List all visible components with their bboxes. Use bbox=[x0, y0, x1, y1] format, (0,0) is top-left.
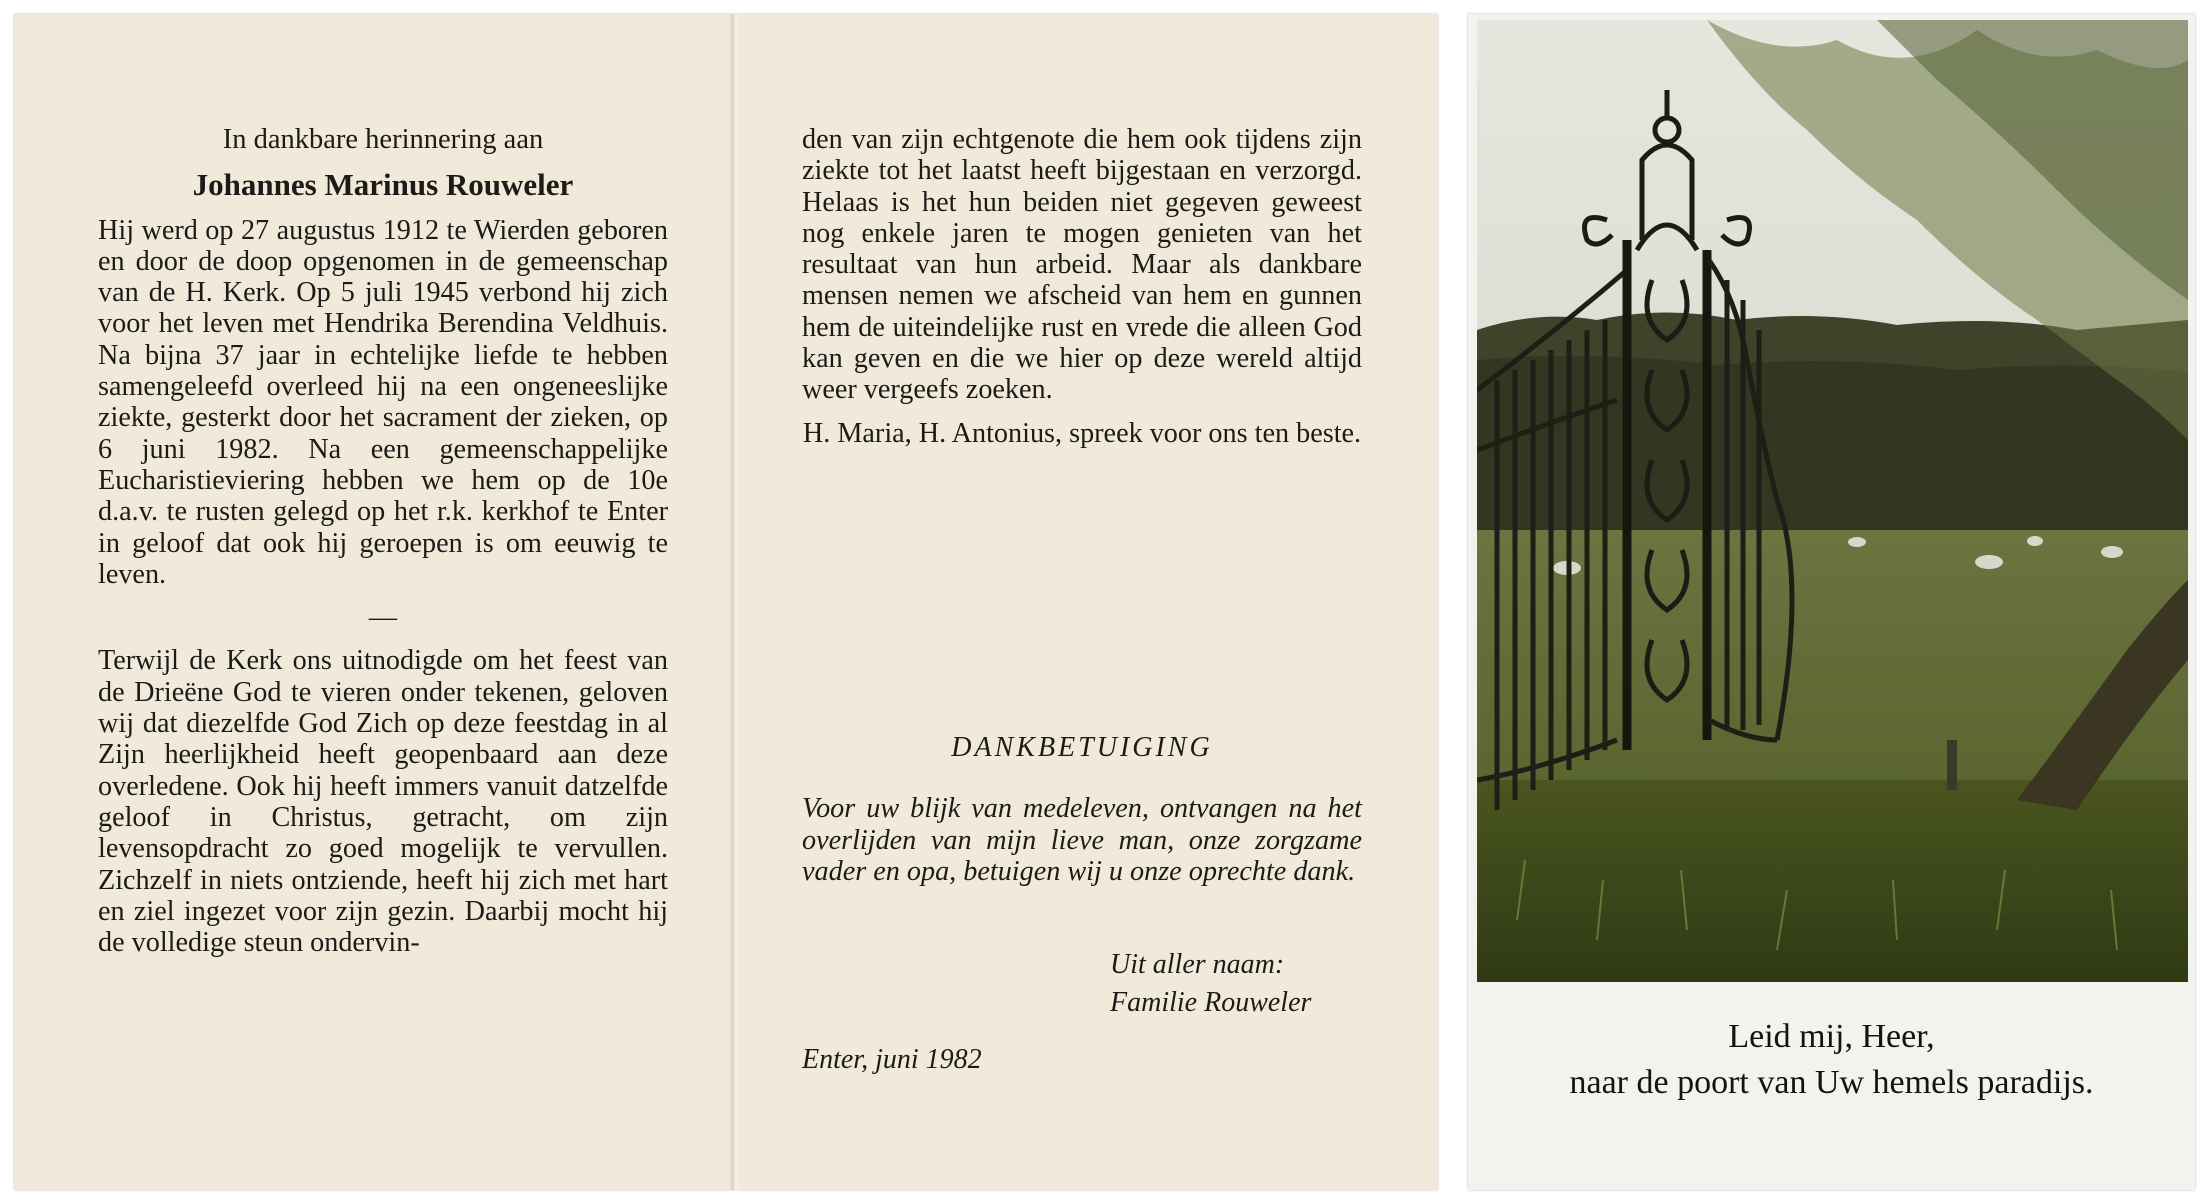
photo-card bbox=[1468, 14, 2195, 1190]
deceased-name: Johannes Marinus Rouweler bbox=[192, 167, 574, 203]
thanks-section bbox=[802, 732, 1362, 887]
photo-caption bbox=[1468, 1014, 2195, 1106]
middle-column bbox=[802, 124, 1362, 449]
caption-line-1: Leid mij, Heer, bbox=[1728, 1018, 1935, 1055]
sheep bbox=[1848, 537, 1866, 547]
treeline-dark bbox=[1477, 356, 2188, 540]
sheep bbox=[2027, 536, 2043, 546]
sheep bbox=[2101, 546, 2123, 558]
continuation-paragraph: den van zijn echtgenote die hem ook tijdens zijn ziekte tot het laatst heeft bijgestaan en verzorgd. Helaas is het hun beiden niet gegeven geweest nog enkele jaren te mogen genieten van het resultaat van hun arbeid. Maar als dankbare mensen nemen we afscheid van hem en gunnen hem de uiteindelijke rust en vrede die alleen God kan geven en die we hier op deze wereld altijd weer vergeefs zoeken. bbox=[802, 124, 1362, 406]
middle-page bbox=[740, 14, 1438, 1190]
left-column bbox=[98, 124, 668, 958]
card-fold bbox=[728, 14, 740, 1190]
left-page bbox=[14, 14, 728, 1190]
biography-paragraph: Hij werd op 27 augustus 1912 te Wierden geboren en door de doop opgenomen in de gemeenschap van de H. Kerk. Op 5 juli 1945 verbond hij zich voor het leven met Hendrika Berendina Veldhuis. Na bijna 37 jaar in echtelijke liefde te hebben samengeleefd overleed hij na een ongeneeslijke ziekte, gesterkt door het sacrament der zieken, op 6 juni 1982. Na een gemeenschappelijke Eucharistieviering hebben we hem op de 10e d.a.v. te rusten gelegd op het r.k. kerkhof te Enter in geloof dat ook hij geroepen is om eeuwig te leven. bbox=[98, 214, 668, 590]
heading: In dankbare herinnering aan bbox=[222, 124, 544, 155]
sheep bbox=[1975, 555, 2003, 569]
signature-line-1: Uit aller naam: bbox=[1110, 949, 1285, 980]
foreground-grass bbox=[1477, 780, 2188, 982]
faith-paragraph: Terwijl de Kerk ons uitnodigde om het feest van de Drieëne God te vieren onder tekenen, geloven wij dat diezelfde God Zich op deze feestdag in al Zijn heerlijkheid heeft geopenbaard aan deze overledene. Ook hij heeft immers vanuit datzelfde geloof in Christus, getracht, om zijn levensopdracht zo goed mogelijk te vervullen. Zichzelf in niets ontziende, heeft hij zich met hart en ziel ingezet voor zijn gezin. Daarbij mocht hij de volledige steun ondervin- bbox=[98, 645, 668, 959]
thanks-title: DANKBETUIGING bbox=[951, 732, 1213, 763]
signature-line-2: Familie Rouweler bbox=[1110, 987, 1312, 1018]
gate-photo bbox=[1477, 20, 2188, 982]
separator-dash: — bbox=[368, 602, 398, 634]
fence-post bbox=[1947, 740, 1957, 790]
signature-block bbox=[1110, 946, 1311, 1022]
gate-illustration bbox=[1477, 20, 2188, 982]
thanks-text: Voor uw blijk van medeleven, ontvangen na het overlijden van mijn lieve man, onze zorgzame vader en opa, betuigen wij u onze oprechte dank. bbox=[802, 793, 1362, 887]
caption-line-2: naar de poort van Uw hemels paradijs. bbox=[1569, 1064, 2094, 1101]
place-date: Enter, juni 1982 bbox=[802, 1044, 982, 1075]
prayer-line: H. Maria, H. Antonius, spreek voor ons ten beste. bbox=[802, 417, 1362, 449]
